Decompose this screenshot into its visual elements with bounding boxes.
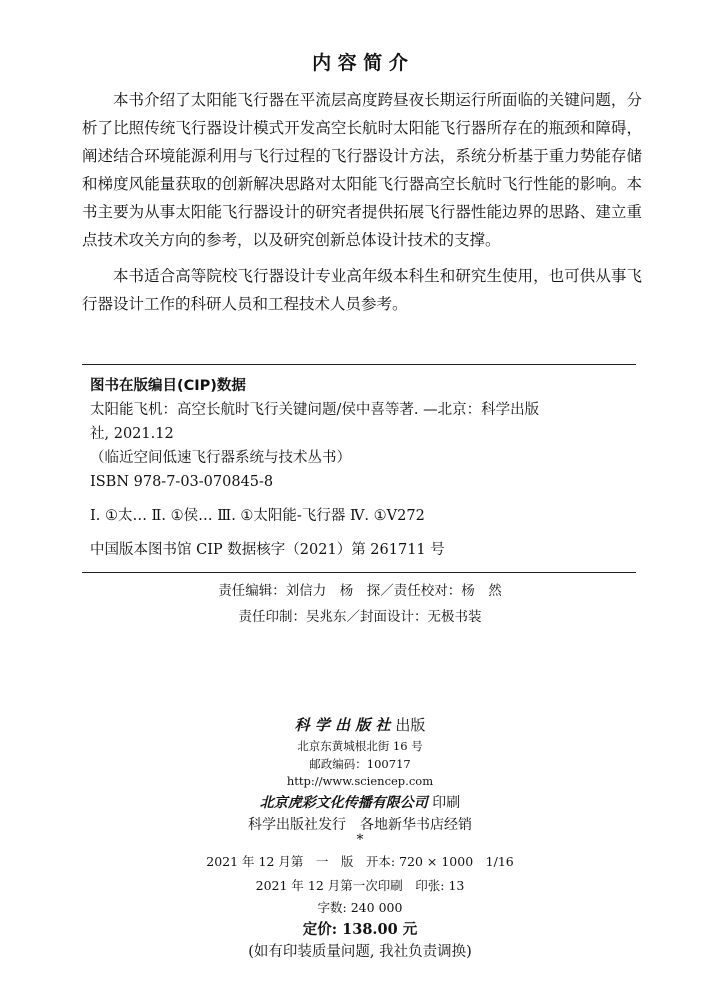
cip-record <box>90 398 630 494</box>
distribution-line: 科学出版社发行 各地新华书店经销 <box>248 817 472 833</box>
publisher-logo-text: 科 学 出 版 社 <box>294 716 391 734</box>
editors-line-1: 责任编辑：刘信力 杨 探／责任校对：杨 然 <box>218 583 502 599</box>
intro-paragraph-1-text: 本书介绍了太阳能飞行器在平流层高度跨昼夜长期运行所面临的关键问题，分析了比照传统飞行器设计模式开发高空长航时太阳能飞行器所存在的瓶颈和障碍，阐述结合环境能源利用与飞行过程的飞行器设计方法，系统分析基于重力势能存储和梯度风能量获取的创新解决思路对太阳能飞行器高空长航时飞行性能的影响。本书主要为从事太阳能飞行器设计的研究者提供拓展飞行器性能边界的思路、建立重点技术攻关方向的参考，以及研究创新总体设计技术的支撑。 <box>82 91 642 249</box>
edition-line: 2021 年 12 月第 一 版 开本: 720 × 1000 1/16 <box>206 854 514 869</box>
cip-line-2: 社, 2021.12 <box>90 426 174 442</box>
intro-title: 内 容 简 介 <box>312 52 408 74</box>
cip-series: （临近空间低速飞行器系统与技术丛书） <box>90 450 351 466</box>
cip-classifications: Ⅰ. ①太… Ⅱ. ①侯… Ⅲ. ①太阳能-飞行器 Ⅳ. ①V272 <box>90 508 425 524</box>
printer-logo-text: 北京虎彩文化传播有限公司 <box>259 795 428 811</box>
separator-star: * <box>356 832 364 848</box>
intro-paragraph-2-text: 本书适合高等院校飞行器设计专业高年级本科生和研究生使用，也可供从事飞行器设计工作的科研人员和工程技术人员参考。 <box>82 267 642 313</box>
printer-suffix: 印刷 <box>432 795 461 811</box>
cip-top-rule <box>82 364 636 365</box>
printer-line <box>0 792 720 812</box>
publisher-address: 北京东黄城根北街 16 号 <box>297 739 423 753</box>
publisher-url: http://www.sciencep.com <box>286 774 434 788</box>
word-count: 字数: 240 000 <box>317 900 403 915</box>
price: 定价: 138.00 元 <box>302 921 418 938</box>
quality-note: (如有印装质量问题, 我社负责调换) <box>248 944 472 960</box>
cip-heading: 图书在版编目(CIP)数据 <box>90 378 246 394</box>
publisher-zip: 邮政编码：100717 <box>309 757 411 771</box>
publisher-name-line <box>0 714 720 735</box>
cip-verification: 中国版本图书馆 CIP 数据核字（2021）第 261711 号 <box>90 542 445 558</box>
editors-line-2: 责任印制：吴兆东／封面设计：无极书装 <box>238 609 482 625</box>
cip-line-1: 太阳能飞机：高空长航时飞行关键问题/侯中喜等著. —北京：科学出版 <box>90 402 540 418</box>
publisher-name-suffix: 出版 <box>395 716 426 734</box>
intro-paragraph-1 <box>82 86 642 254</box>
intro-paragraph-2 <box>82 262 642 318</box>
printing-line: 2021 年 12 月第一次印刷 印张: 13 <box>255 878 465 893</box>
cip-bottom-rule <box>82 572 636 573</box>
cip-isbn: ISBN 978-7-03-070845-8 <box>90 474 274 490</box>
